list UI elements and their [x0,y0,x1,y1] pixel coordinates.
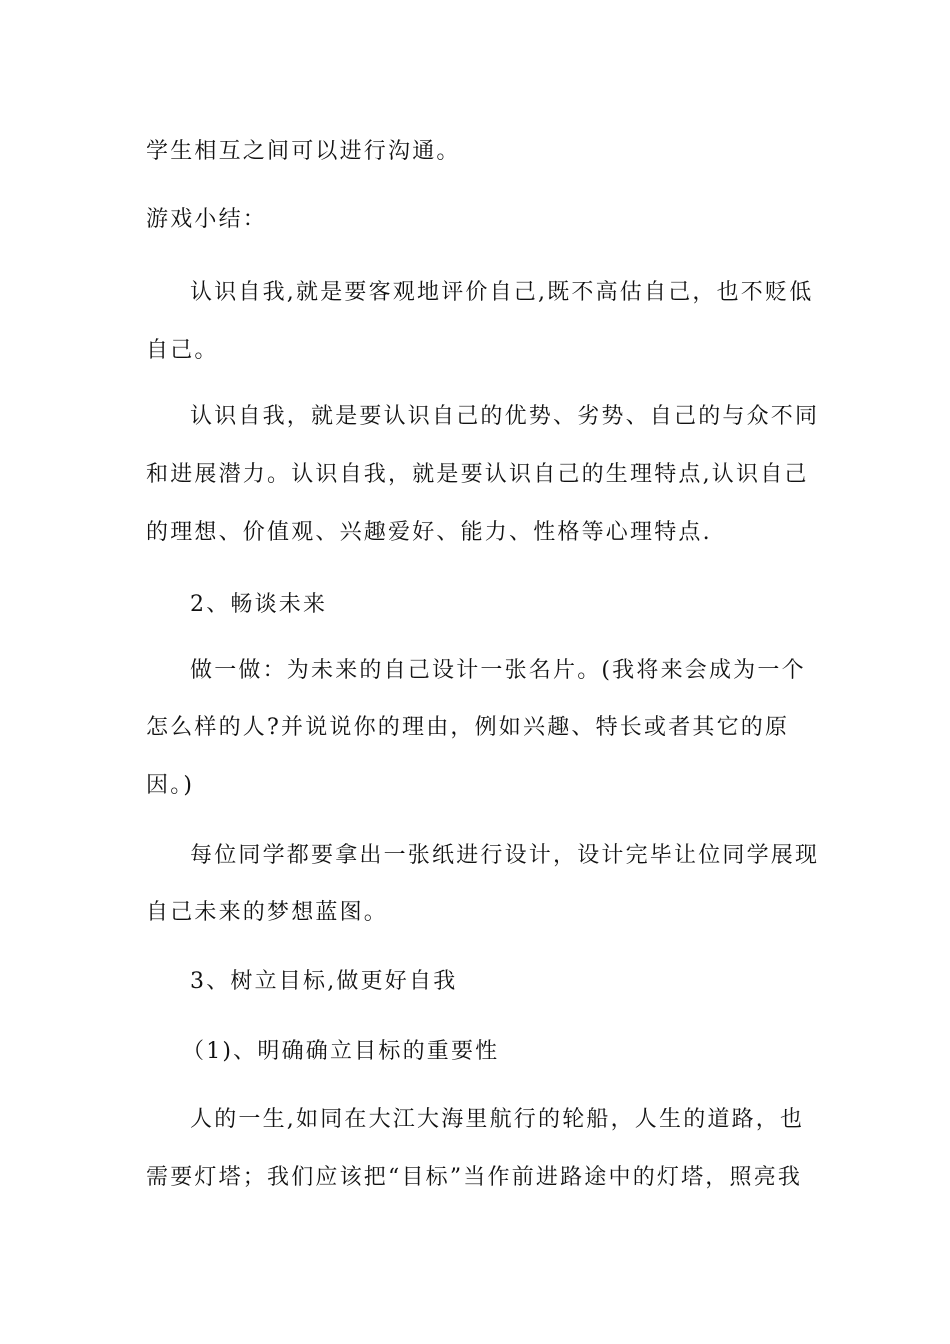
text-line: 的理想、价值观、兴趣爱好、能力、性格等心理特点. [146,520,712,545]
subsection-heading: （1)、明确确立目标的重要性 [182,1039,500,1064]
text-line: 自己。 [146,338,219,363]
text-line: 游戏小结： [146,207,268,232]
text-line: 怎么样的人?并说说你的理由，例如兴趣、特长或者其它的原 [146,715,790,740]
text-line: 因。) [146,773,195,798]
text-line: 需要灯塔；我们应该把“目标”当作前进路途中的灯塔，照亮我 [146,1165,803,1190]
text-line: 自己未来的梦想蓝图。 [146,900,389,925]
text-line: 做一做：为未来的自己设计一张名片。(我将来会成为一个 [190,658,806,683]
text-line: 认识自我,就是要客观地评价自己,既不高估自己，也不贬低 [190,280,814,305]
text-line: 认识自我，就是要认识自己的优势、劣势、自己的与众不同 [190,404,820,429]
text-line: 学生相互之间可以进行沟通。 [146,139,461,164]
text-line: 人的一生,如同在大江大海里航行的轮船，人生的道路，也 [190,1107,805,1132]
section-heading: 2、畅谈未来 [190,592,328,617]
text-line: 和进展潜力。认识自我，就是要认识自己的生理特点,认识自己 [146,462,809,487]
section-heading: 3、树立目标,做更好自我 [190,969,458,994]
text-line: 每位同学都要拿出一张纸进行设计，设计完毕让位同学展现 [190,843,820,868]
